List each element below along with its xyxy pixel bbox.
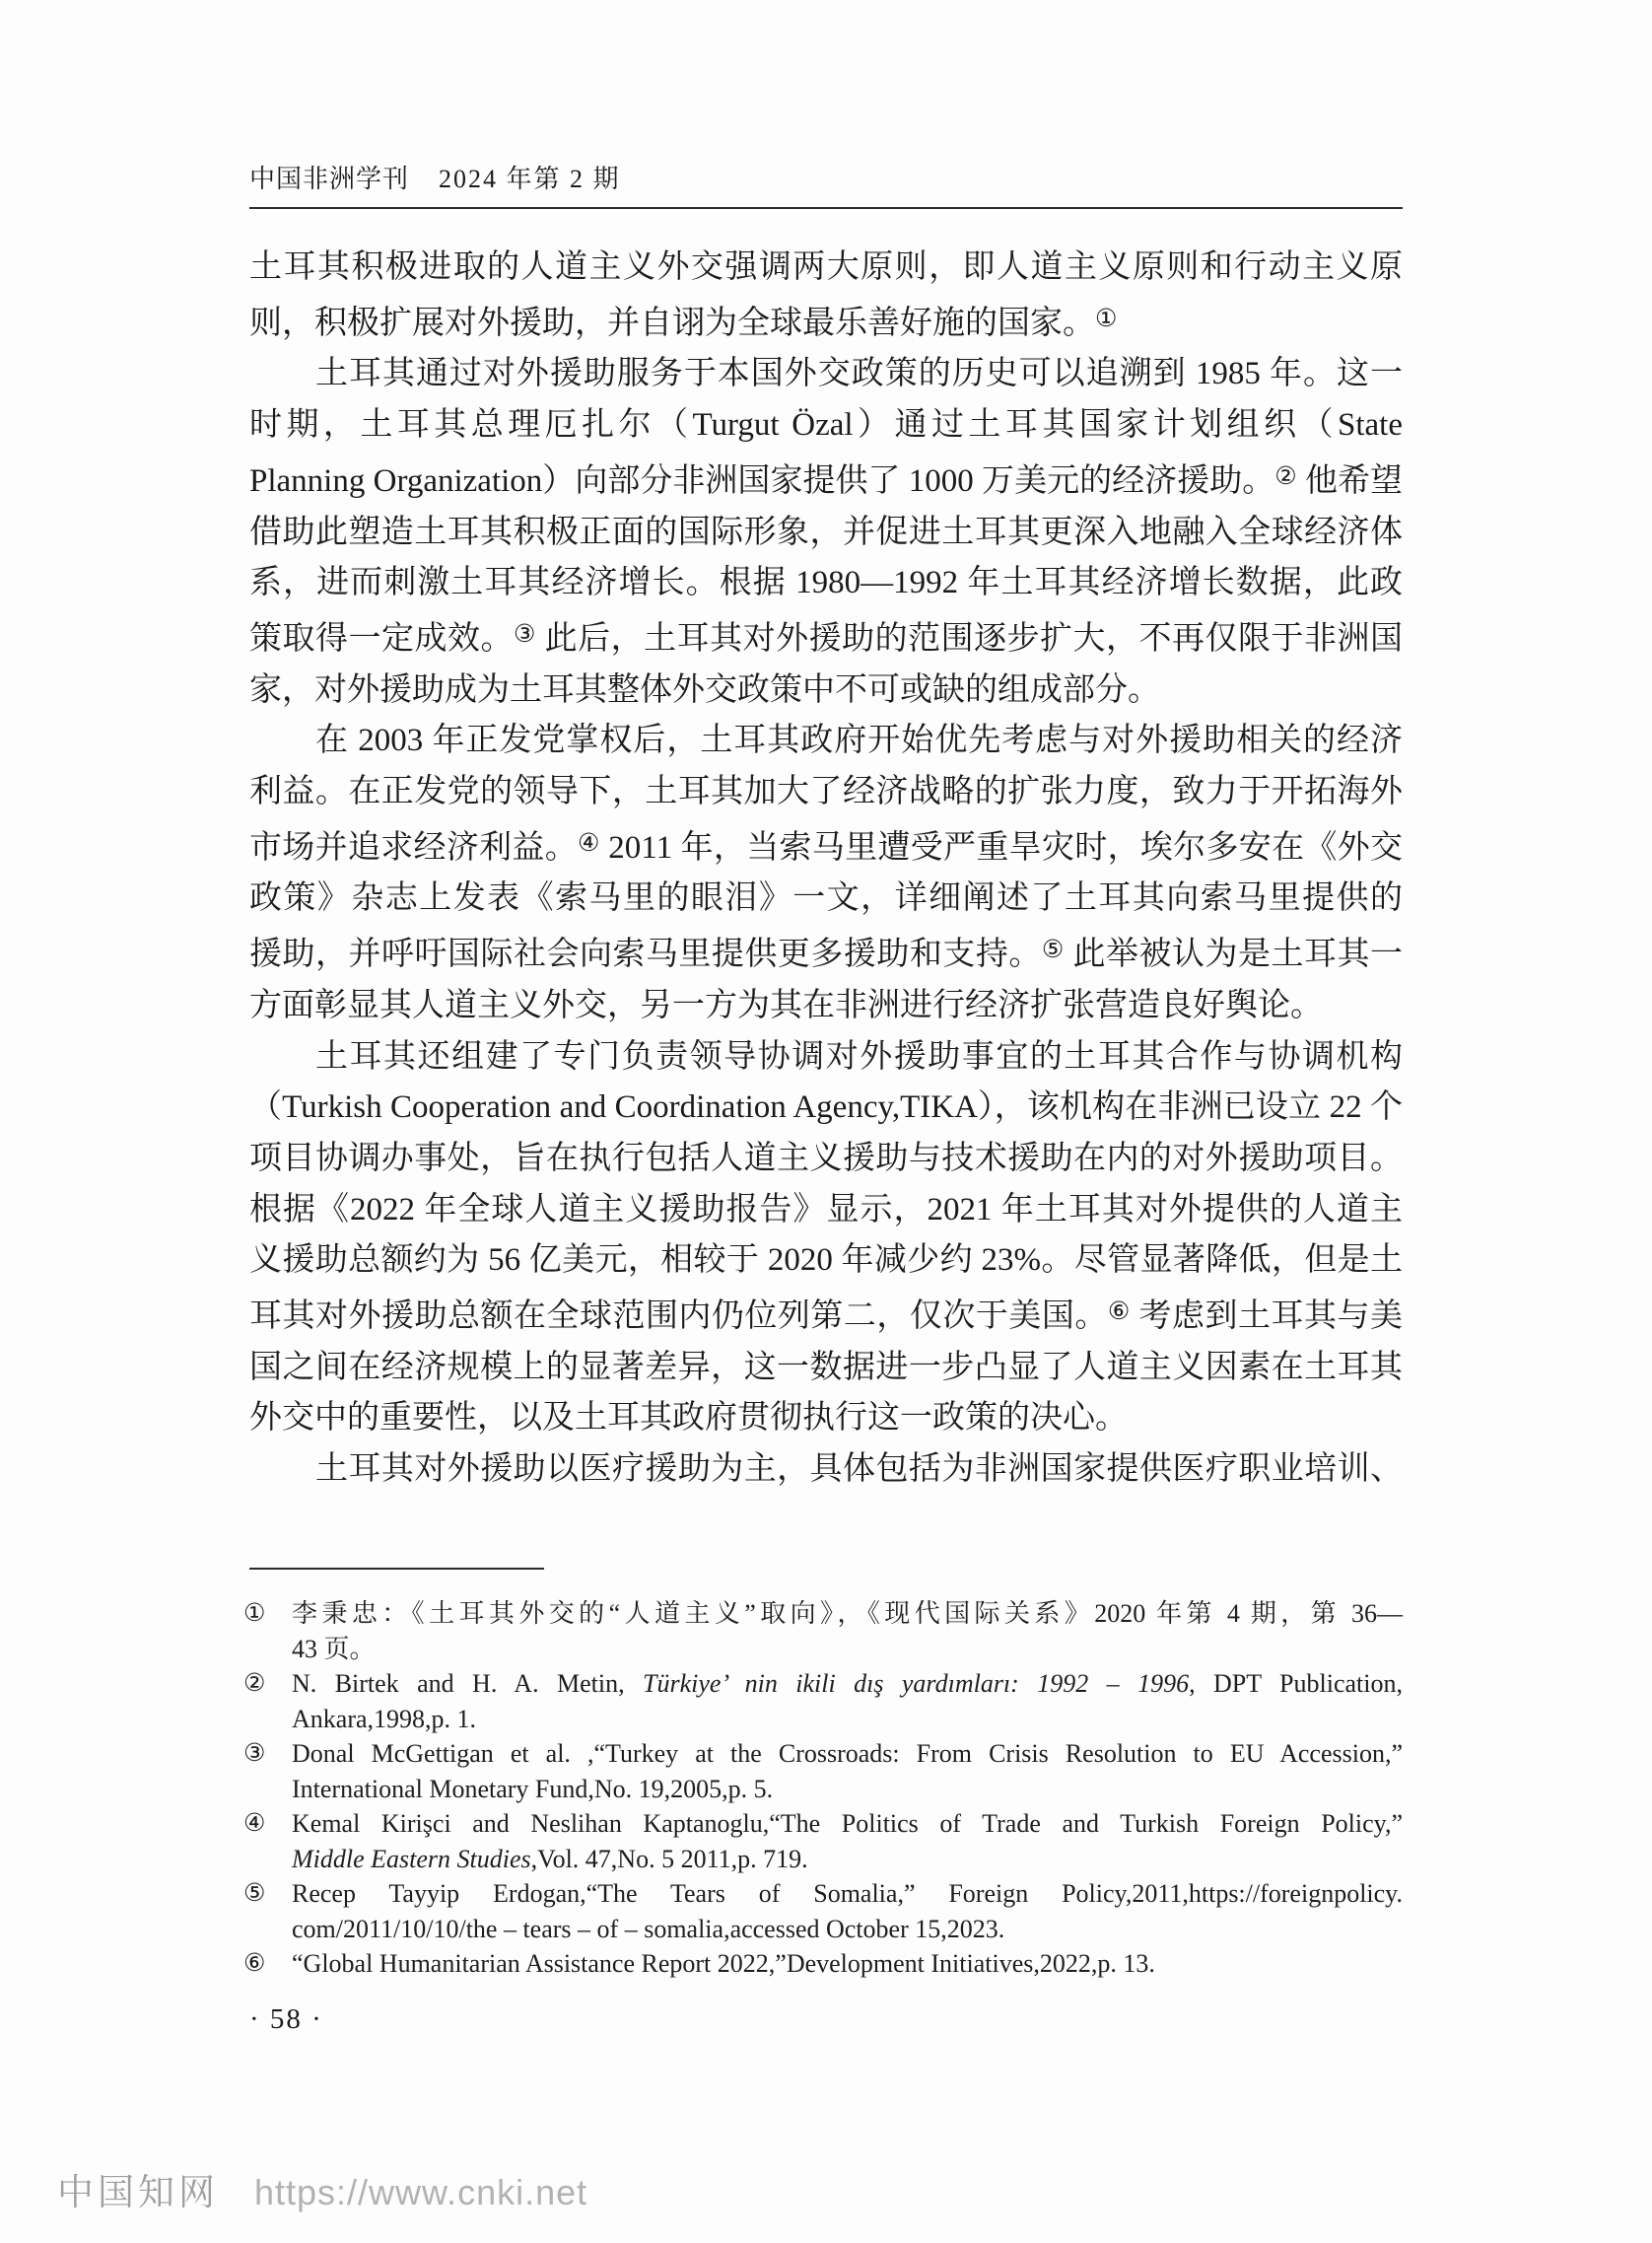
- footnote-marker: ①: [243, 1600, 266, 1627]
- footnote-ref: ⑤: [1041, 937, 1065, 964]
- footnote-item: [243, 1736, 1403, 1806]
- body-line: [249, 294, 1403, 350]
- body-line: [249, 767, 1403, 818]
- page-number: · 58 ·: [249, 2003, 323, 2035]
- text-run: 方面彰显其人道主义外交，另一方为其在非洲进行经济扩张营造良好舆论。: [249, 987, 1323, 1023]
- body-line: [249, 1393, 1403, 1444]
- footnote-ref: ③: [513, 620, 536, 648]
- text-run: 国之间在经济规模上的显著差异，这一数据进一步凸显了人道主义因素在土耳其: [249, 1349, 1403, 1385]
- body-line: [249, 925, 1403, 981]
- article-body: [249, 243, 1403, 1496]
- footnote-line: [292, 1806, 1403, 1842]
- footnote-ref: ②: [1274, 462, 1297, 490]
- text-run: 外交中的重要性，以及土耳其政府贯彻执行这一政策的决心。: [249, 1400, 1128, 1437]
- footnote-line: [292, 1912, 1403, 1947]
- body-line: [249, 1083, 1403, 1134]
- text-run: Ankara,1998,p. 1.: [292, 1704, 477, 1733]
- text-run: 土耳其通过对外援助服务于本国外交政策的历史可以追溯到 1985 年。这一: [315, 356, 1403, 392]
- text-run: 借助此塑造土耳其积极正面的国际形象，并促进土耳其更深入地融入全球经济体: [249, 514, 1403, 550]
- footnote-line: [292, 1736, 1403, 1772]
- text-run: Planning Organization）向部分非洲国家提供了 1000 万美元的经济援助。: [249, 462, 1275, 499]
- text-run: 市场并追求经济利益。: [249, 829, 579, 866]
- text-run: 2011 年，当索马里遭受严重旱灾时，埃尔多安在《外交: [599, 829, 1403, 866]
- footnote-line: [292, 1772, 1403, 1807]
- text-run: 在 2003 年正发党掌权后，土耳其政府开始优先考虑与对外援助相关的经济: [315, 723, 1403, 759]
- body-line: [249, 609, 1403, 666]
- body-line: [249, 1343, 1403, 1394]
- footnote-marker: ③: [243, 1740, 266, 1767]
- footnote-item: [243, 1876, 1403, 1946]
- text-run: N. Birtek and H. A. Metin,: [292, 1669, 644, 1698]
- journal-name: 中国非洲学刊: [249, 165, 410, 193]
- text-run: Kemal Kirişci and Neslihan Kaptanoglu,“The Politics of Trade and Turkish Foreign Policy,”: [292, 1809, 1403, 1838]
- text-run: 策取得一定成效。: [249, 620, 514, 657]
- text-run: 土耳其积极进取的人道主义外交强调两大原则，即人道主义原则和行动主义原: [249, 249, 1403, 285]
- issue-label: 2024 年第 2 期: [439, 165, 621, 193]
- body-line: [249, 349, 1403, 400]
- text-run: 援助，并呼吁国际社会向索马里提供更多援助和支持。: [249, 937, 1042, 973]
- body-line: [249, 1444, 1403, 1496]
- footnote-item: [243, 1946, 1403, 1982]
- body-line: [249, 508, 1403, 559]
- body-line: [249, 1185, 1403, 1236]
- cnki-watermark: [57, 2162, 587, 2215]
- footnote-line: [292, 1946, 1403, 1982]
- footnote-marker: ④: [243, 1810, 266, 1837]
- footnote-ref: ①: [1095, 305, 1118, 332]
- footnote-line: [292, 1666, 1403, 1702]
- footnote-marker: ⑥: [243, 1950, 266, 1977]
- body-line: [249, 400, 1403, 452]
- text-run: 义援助总额约为 56 亿美元，相较于 2020 年减少约 23%。尽管显著降低，但是土: [249, 1242, 1403, 1279]
- text-run: 他希望: [1296, 462, 1403, 499]
- text-run: International Monetary Fund,No. 19,2005,p. 5.: [292, 1774, 774, 1803]
- text-run: Donal McGettigan et al. ,“Turkey at the Crossroads: From Crisis Resolution to EU Accession,”: [292, 1739, 1403, 1768]
- text-run: 时期，土耳其总理厄扎尔（Turgut Özal）通过土耳其国家计划组织（State: [249, 407, 1403, 444]
- footnote-line: [292, 1596, 1403, 1632]
- text-run: com/2011/10/10/the – tears – of – somalia,accessed October 15,2023.: [292, 1914, 1005, 1943]
- footnote-item: [243, 1666, 1403, 1736]
- footnote-item: [243, 1806, 1403, 1876]
- footnote-line: [292, 1842, 1403, 1877]
- text-run: 系，进而刺激土耳其经济增长。根据 1980—1992 年土耳其经济增长数据，此政: [249, 565, 1403, 601]
- cnki-url-text: https://www.cnki.net: [254, 2172, 588, 2212]
- text-run: , DPT Publication,: [1189, 1669, 1403, 1698]
- footnote-divider: [249, 1568, 544, 1570]
- body-line: [249, 452, 1403, 508]
- text-run: （Turkish Cooperation and Coordination Agency,TIKA），该机构在非洲已设立 22 个: [249, 1089, 1403, 1126]
- text-run: “Global Humanitarian Assistance Report 2022,”Development Initiatives,2022,p. 13.: [292, 1949, 1155, 1978]
- text-run: 土耳其对外援助以医疗援助为主，具体包括为非洲国家提供医疗职业培训、: [315, 1451, 1403, 1488]
- footnote-marker: ②: [243, 1670, 266, 1697]
- body-line: [249, 1287, 1403, 1343]
- page-header: [249, 166, 621, 193]
- italic-text-run: Middle Eastern Studies: [292, 1844, 531, 1873]
- cnki-brand-text: 中国知网: [57, 2172, 219, 2212]
- text-run: 耳其对外援助总额在全球范围内仍位列第二，仅次于美国。: [249, 1298, 1108, 1335]
- footnote-ref: ⑥: [1107, 1298, 1131, 1326]
- body-line: [249, 818, 1403, 875]
- footnote-line: [292, 1702, 1403, 1737]
- italic-text-run: Türkiye’ nin ikili dış yardımları: 1992 – 1996: [643, 1669, 1190, 1698]
- text-run: Recep Tayyip Erdogan,“The Tears of Somalia,” Foreign Policy,2011,https://foreignpolicy.: [292, 1879, 1403, 1908]
- footnotes-list: [243, 1596, 1403, 1982]
- body-line: [249, 1134, 1403, 1185]
- body-line: [249, 716, 1403, 767]
- footnote-line: [292, 1876, 1403, 1912]
- text-run: 土耳其还组建了专门负责领导协调对外援助事宜的土耳其合作与协调机构: [315, 1038, 1403, 1075]
- body-line: [249, 1235, 1403, 1287]
- body-line: [249, 243, 1403, 294]
- text-run: 李秉忠：《土耳其外交的“人道主义”取向》，《现代国际关系》2020 年第 4 期，第 36—: [292, 1599, 1403, 1628]
- body-line: [249, 981, 1403, 1032]
- text-run: 政策》杂志上发表《索马里的眼泪》一文，详细阐述了土耳其向索马里提供的: [249, 880, 1403, 917]
- footnote-line: [292, 1632, 1403, 1667]
- text-run: 利益。在正发党的领导下，土耳其加大了经济战略的扩张力度，致力于开拓海外: [249, 774, 1403, 810]
- text-run: 此举被认为是土耳其一: [1064, 937, 1404, 973]
- text-run: 项目协调办事处，旨在执行包括人道主义援助与技术援助在内的对外援助项目。: [249, 1140, 1403, 1176]
- text-run: 考虑到土耳其与美: [1130, 1298, 1404, 1335]
- text-run: 家，对外援助成为土耳其整体外交政策中不可或缺的组成部分。: [249, 671, 1160, 708]
- text-run: 此后，土耳其对外援助的范围逐步扩大，不再仅限于非洲国: [535, 620, 1404, 657]
- body-line: [249, 558, 1403, 609]
- body-line: [249, 1032, 1403, 1084]
- footnote-marker: ⑤: [243, 1880, 266, 1907]
- body-line: [249, 874, 1403, 925]
- text-run: 43 页。: [292, 1634, 376, 1663]
- footnote-item: [243, 1596, 1403, 1666]
- text-run: ,Vol. 47,No. 5 2011,p. 719.: [530, 1844, 808, 1873]
- text-run: 根据《2022 年全球人道主义援助报告》显示，2021 年土耳其对外提供的人道主: [249, 1191, 1403, 1227]
- header-rule: [249, 207, 1403, 209]
- body-line: [249, 666, 1403, 717]
- text-run: 则，积极扩展对外援助，并自诩为全球最乐善好施的国家。: [249, 305, 1095, 341]
- footnote-ref: ④: [578, 829, 600, 857]
